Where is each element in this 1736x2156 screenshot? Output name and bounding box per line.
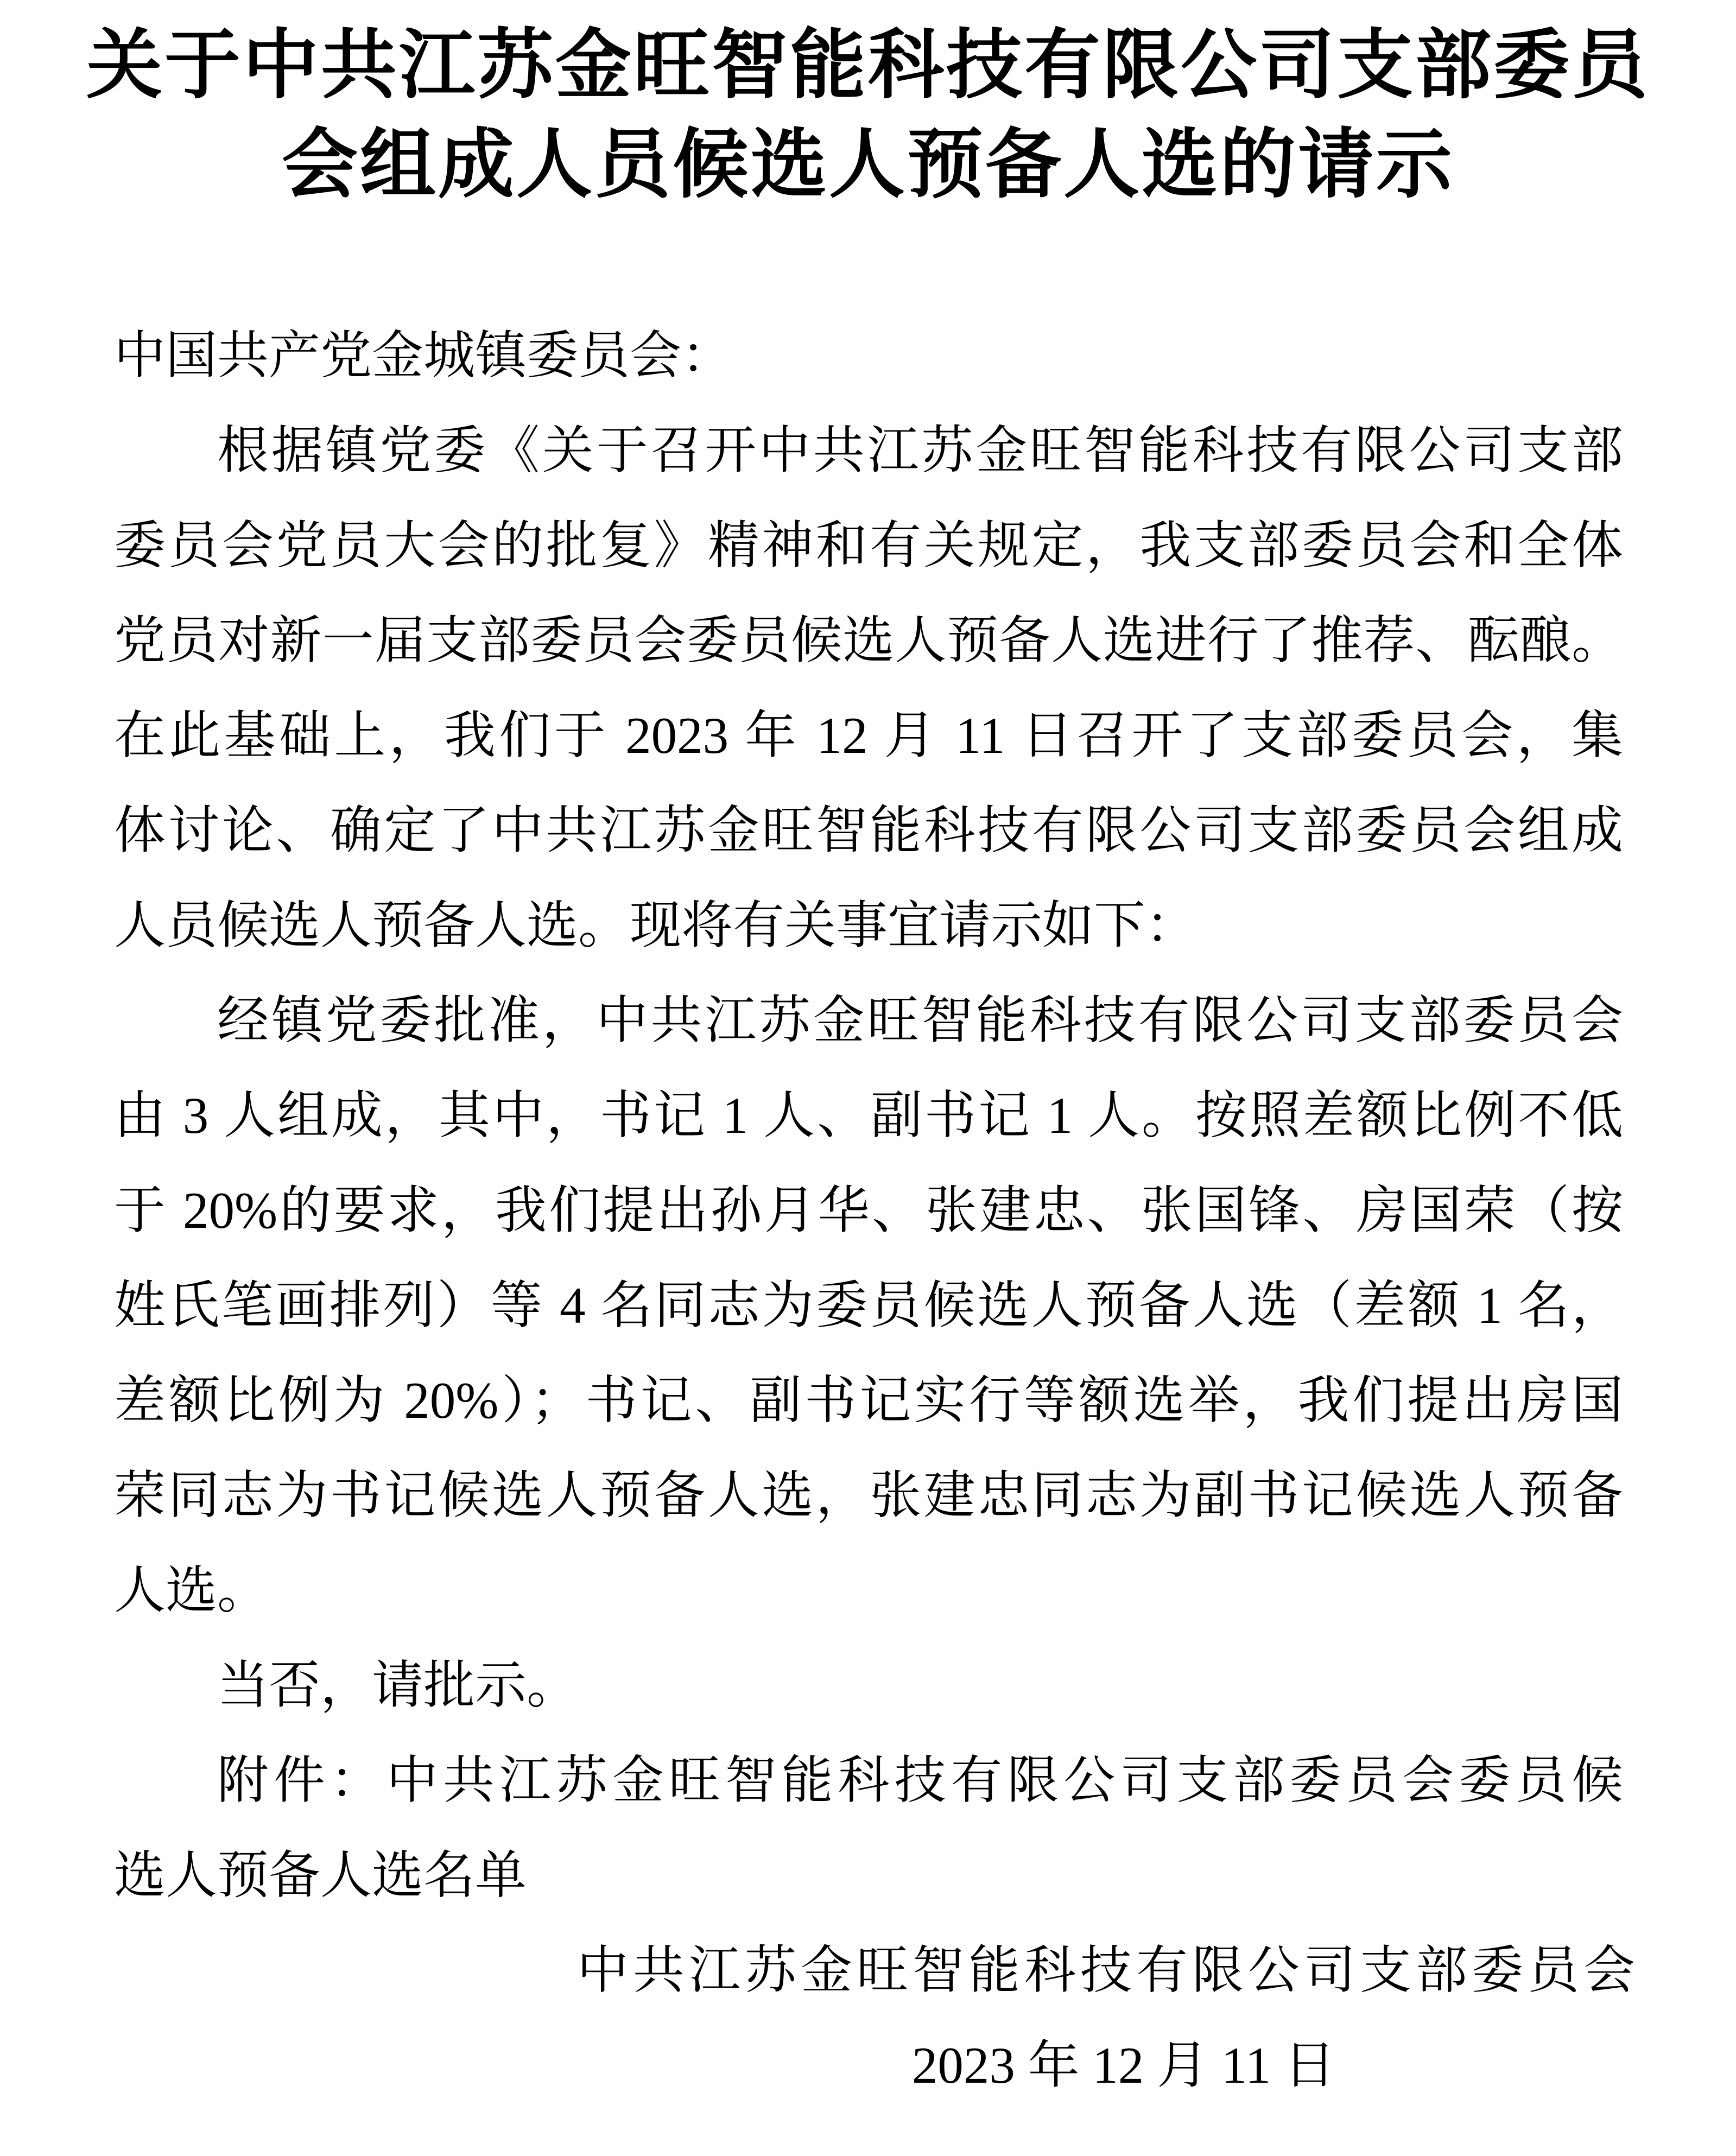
- body-line-16: 选人预备人选名单: [114, 1847, 527, 1904]
- body-line-9: 于 20%的要求，我们提出孙月华、张建忠、张国锋、房国荣（按: [114, 1182, 1623, 1239]
- body-line-5: 体讨论、确定了中共江苏金旺智能科技有限公司支部委员会组成: [114, 802, 1623, 859]
- document-title: [0, 16, 1736, 215]
- body-line-10: 姓氏笔画排列）等 4 名同志为委员候选人预备人选（差额 1 名，: [114, 1277, 1623, 1334]
- body-line-8: 由 3 人组成，其中，书记 1 人、副书记 1 人。按照差额比例不低: [114, 1087, 1623, 1144]
- body-line-12: 荣同志为书记候选人预备人选，张建忠同志为副书记候选人预备: [114, 1467, 1623, 1524]
- body-line-11: 差额比例为 20%）；书记、副书记实行等额选举，我们提出房国: [114, 1372, 1623, 1429]
- body-line-4: 在此基础上，我们于 2023 年 12 月 11 日召开了支部委员会，集: [114, 707, 1623, 764]
- body-line-1: 根据镇党委《关于召开中共江苏金旺智能科技有限公司支部: [217, 422, 1623, 479]
- body-line-6: 人员候选人预备人选。现将有关事宜请示如下：: [114, 897, 1198, 954]
- salutation-line: 中国共产党金城镇委员会：: [114, 327, 733, 384]
- date-line: 2023 年 12 月 11 日: [911, 2037, 1336, 2094]
- body-line-2: 委员会党员大会的批复》精神和有关规定，我支部委员会和全体: [114, 517, 1623, 574]
- title-line-2: 会组成人员候选人预备人选的请示: [281, 123, 1454, 207]
- title-line-1: 关于中共江苏金旺智能科技有限公司支部委员: [86, 24, 1650, 108]
- body-line-13: 人选。: [114, 1562, 269, 1619]
- body-line-7: 经镇党委批准，中共江苏金旺智能科技有限公司支部委员会: [217, 992, 1623, 1049]
- body-line-3: 党员对新一届支部委员会委员候选人预备人选进行了推荐、酝酿。: [114, 612, 1623, 669]
- body-line-15: 附件：中共江苏金旺智能科技有限公司支部委员会委员候: [217, 1752, 1623, 1809]
- body-line-14: 当否，请批示。: [217, 1657, 579, 1714]
- signature-line: 中共江苏金旺智能科技有限公司支部委员会: [576, 1942, 1639, 1999]
